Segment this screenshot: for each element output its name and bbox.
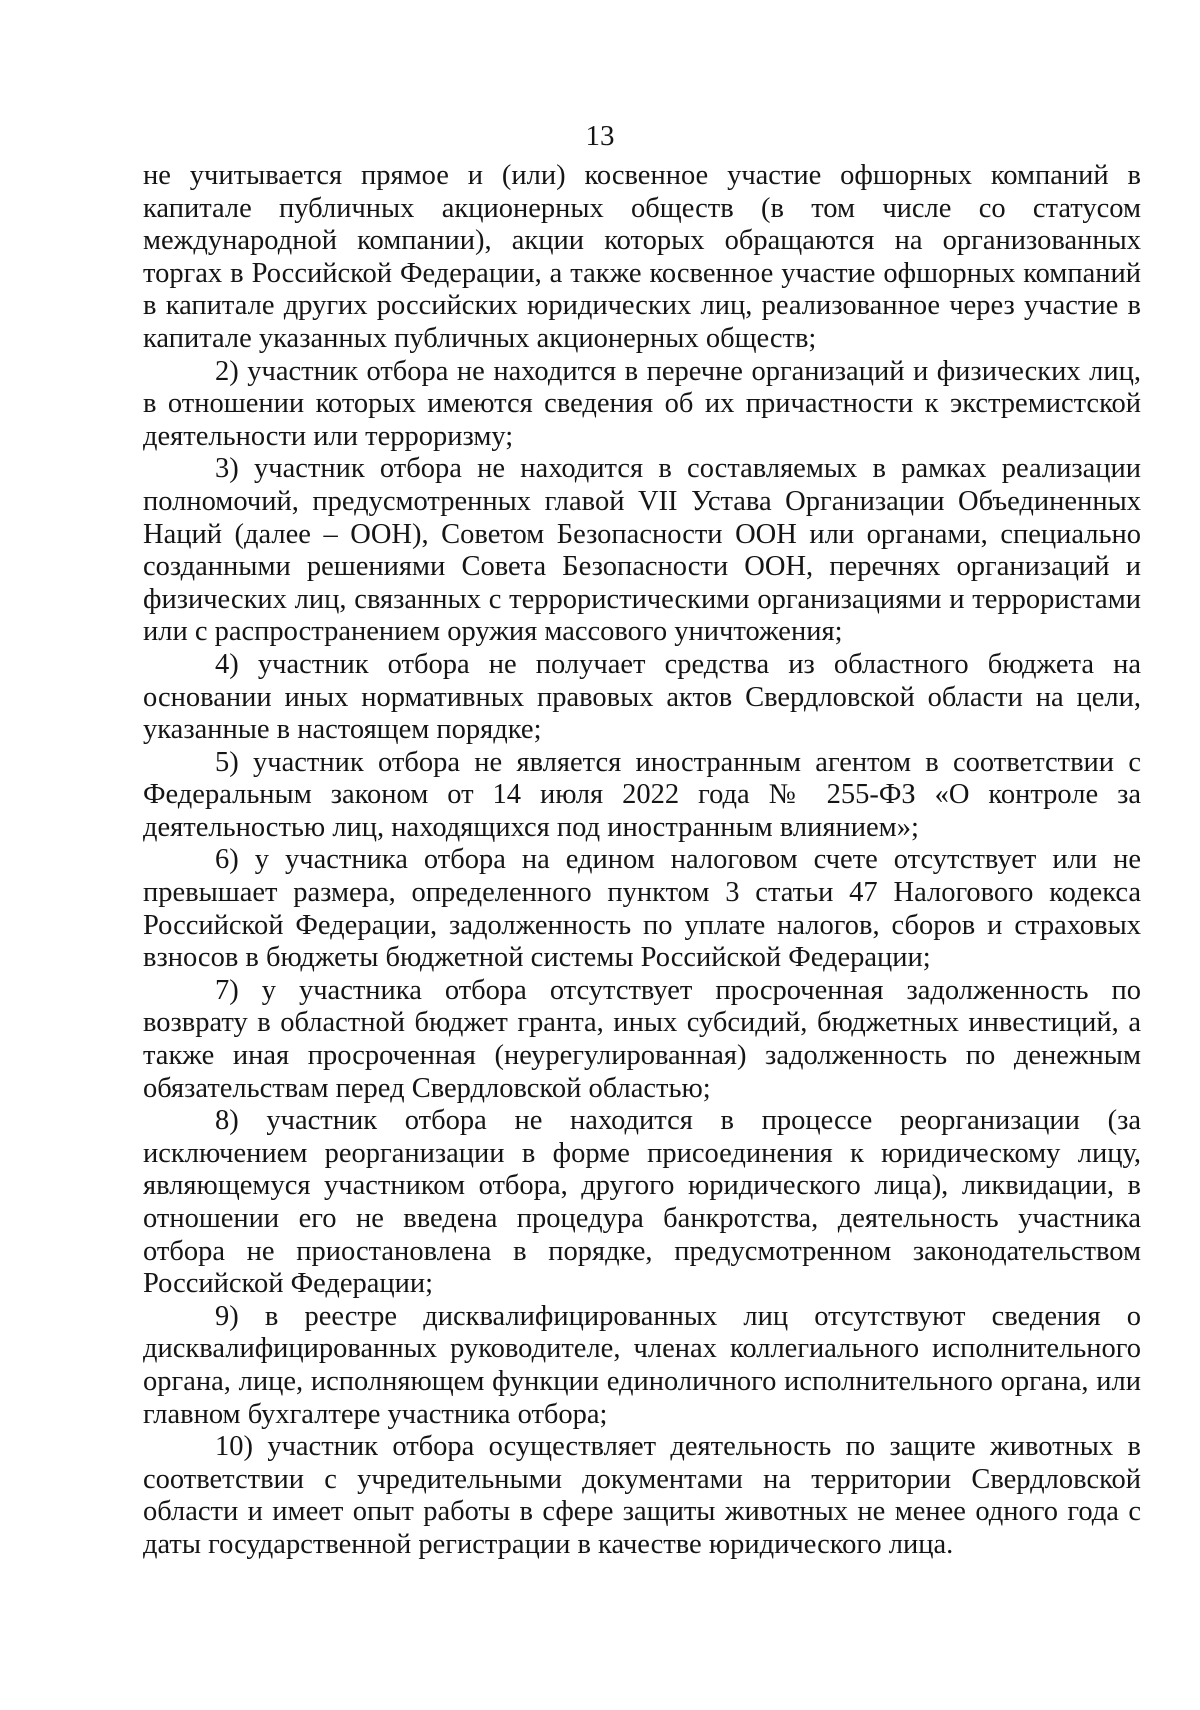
paragraph-item-2: 2) участник отбора не находится в перечне организаций и физических лиц, в отношении которых имеются сведения об их причастности к экстремистской деятельности или терроризму; bbox=[143, 355, 1141, 452]
page-number: 13 bbox=[585, 120, 615, 152]
paragraph-continuation: не учитывается прямое и (или) косвенное участие офшорных компаний в капитале публичных акционерных обществ (в том числе со статусом международной компании), акции которых обращаются на организованных торгах в Российской Федерации, а также косвенное участие офшорных компаний в капитале других российских юридических лиц, реализованное через участие в капитале указанных публичных акционерных обществ; bbox=[143, 160, 1141, 354]
paragraph-item-9: 9) в реестре дисквалифицированных лиц отсутствуют сведения о дисквалифицированных руководителе, членах коллегиального исполнительного органа, лице, исполняющем функции единоличного исполнительного органа, или главном бухгалтере участника отбора; bbox=[143, 1300, 1141, 1430]
paragraph-item-5: 5) участник отбора не является иностранным агентом в соответствии с Федеральным законом от 14 июля 2022 года № 255-ФЗ «О контроле за деятельностью лиц, находящихся под иностранным влиянием»; bbox=[143, 746, 1141, 843]
paragraph-item-6: 6) у участника отбора на едином налоговом счете отсутствует или не превышает размера, определенного пунктом 3 статьи 47 Налогового кодекса Российской Федерации, задолженность по уплате налогов, сборов и страховых взносов в бюджеты бюджетной системы Российской Федерации; bbox=[143, 844, 1141, 974]
paragraph-item-8: 8) участник отбора не находится в процессе реорганизации (за исключением реорганизации в форме присоединения к юридическому лицу, являющемуся участником отбора, другого юридического лица), ликвидации, в отношении его не введена процедура банкротства, деятельность участника отбора не приостановлена в порядке, предусмотренном законодательством Российской Федерации; bbox=[143, 1105, 1141, 1300]
paragraph-item-3: 3) участник отбора не находится в составляемых в рамках реализации полномочий, предусмотренных главой VII Устава Организации Объединенных Наций (далее – ООН), Советом Безопасности ООН или органами, специально созданными решениями Совета Безопасности ООН, перечнях организаций и физических лиц, связанных с террористическими организациями и террористами или с распространением оружия массового уничтожения; bbox=[143, 453, 1141, 648]
paragraph-item-4: 4) участник отбора не получает средства из областного бюджета на основании иных нормативных правовых актов Свердловской области на цели, указанные в настоящем порядке; bbox=[143, 648, 1141, 746]
document-body bbox=[143, 160, 1141, 1562]
paragraph-item-10: 10) участник отбора осуществляет деятельность по защите животных в соответствии с учредительными документами на территории Свердловской области и имеет опыт работы в сфере защиты животных не менее одного года с даты государственной регистрации в качестве юридического лица. bbox=[143, 1431, 1141, 1560]
paragraph-item-7: 7) у участника отбора отсутствует просроченная задолженность по возврату в областной бюджет гранта, иных субсидий, бюджетных инвестиций, а также иная просроченная (неурегулированная) задолженность по денежным обязательствам перед Свердловской областью; bbox=[143, 974, 1141, 1104]
